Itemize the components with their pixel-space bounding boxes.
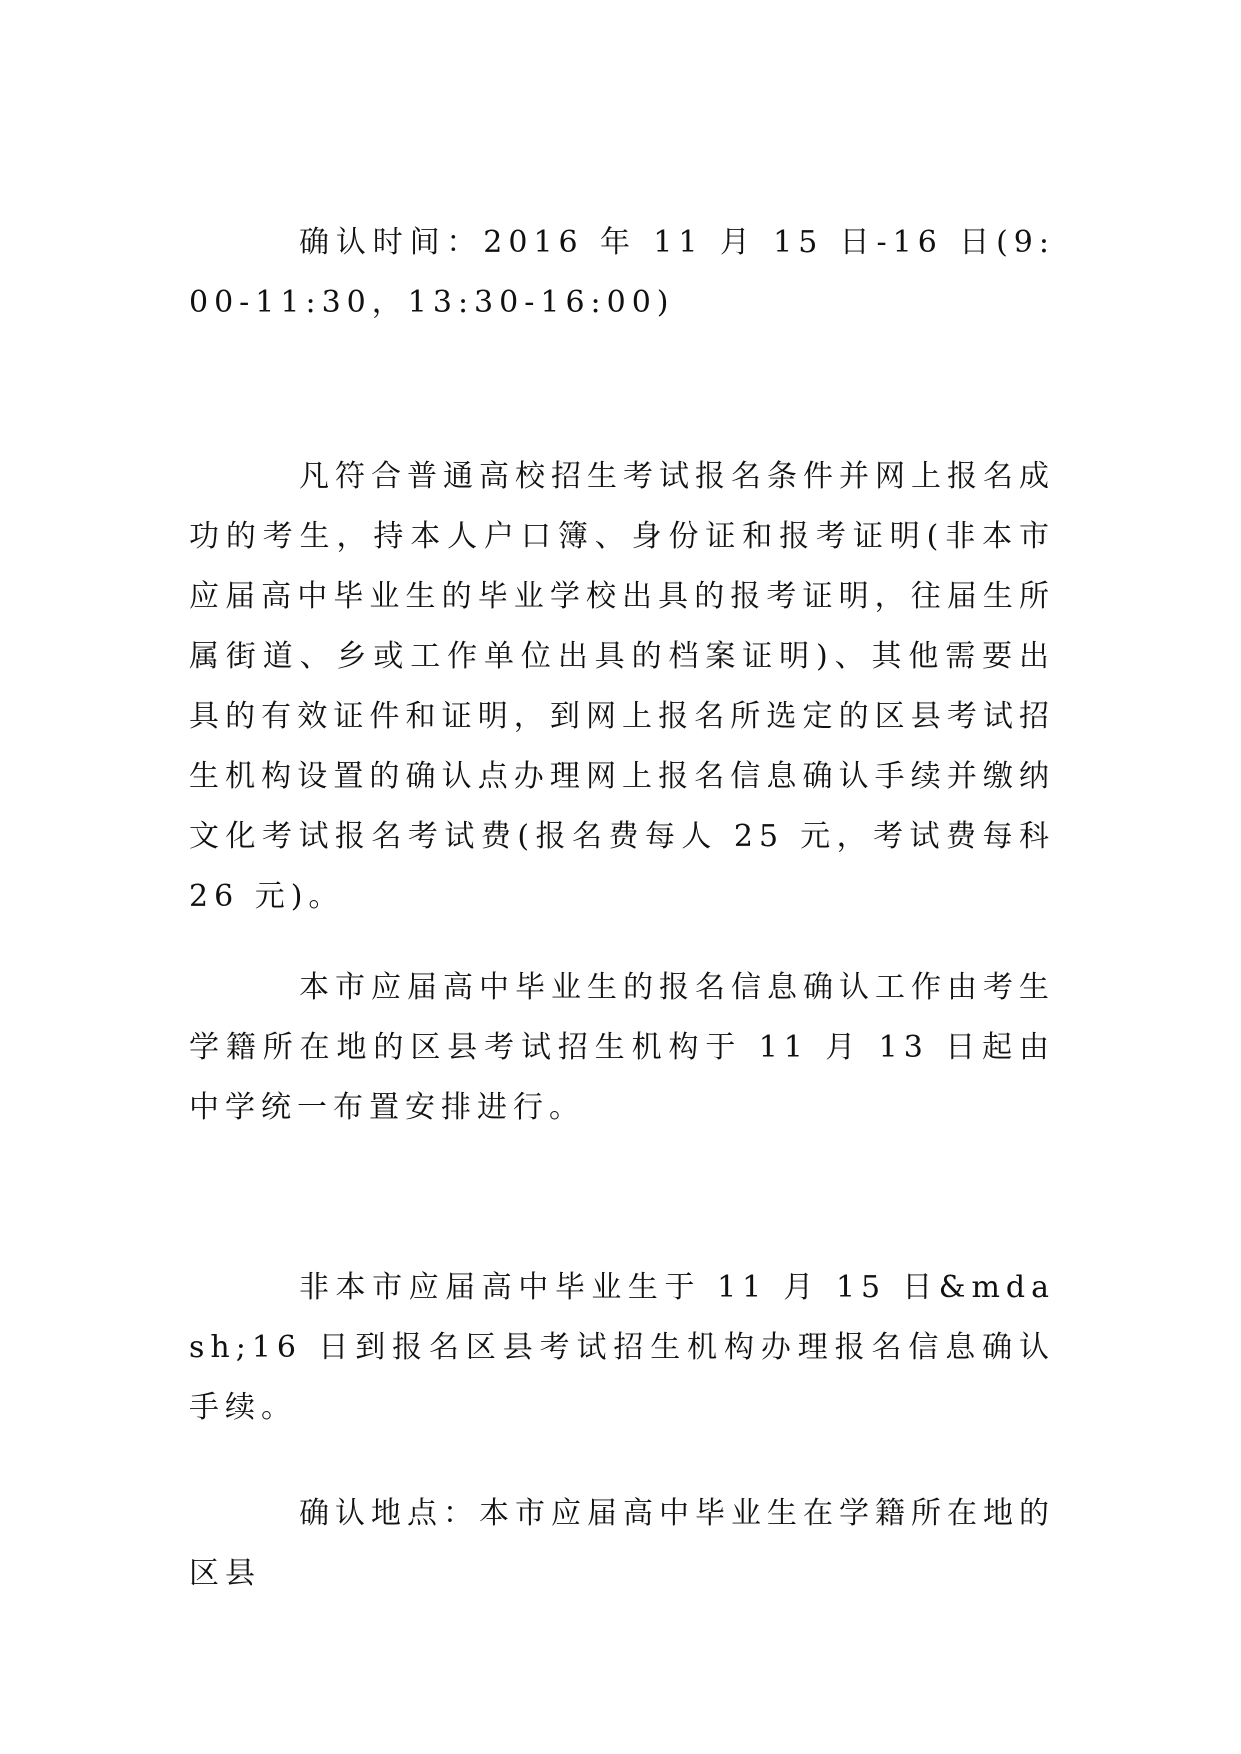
paragraph-registration-requirements: 凡符合普通高校招生考试报名条件并网上报名成功的考生，持本人户口簿、身份证和报考证明(非本市应届高中毕业生的毕业学校出具的报考证明，往届生所属街道、乡或工作单位出具的档案证明)、其他需要出具的有效证件和证明，到网上报名所选定的区县考试招生机构设置的确认点办理网上报名信息确认手续并缴纳文化考试报名考试费(报名费每人 25 元，考试费每科 26 元)。	[189, 459, 1055, 914]
paragraph-local-graduates: 本市应届高中毕业生的报名信息确认工作由考生学籍所在地的区县考试招生机构于 11 月 13 日起由中学统一布置安排进行。	[189, 970, 1055, 1125]
paragraph-non-local-graduates: 非本市应届高中毕业生于 11 月 15 日&mdash;16 日到报名区县考试招生机构办理报名信息确认手续。	[189, 1270, 1055, 1425]
paragraph-confirmation-time: 确认时间：2016 年 11 月 15 日-16 日(9:00-11:30，13:30-16:00)	[189, 225, 1055, 320]
paragraph-confirmation-location: 确认地点：本市应届高中毕业生在学籍所在地的区县	[189, 1496, 1055, 1591]
